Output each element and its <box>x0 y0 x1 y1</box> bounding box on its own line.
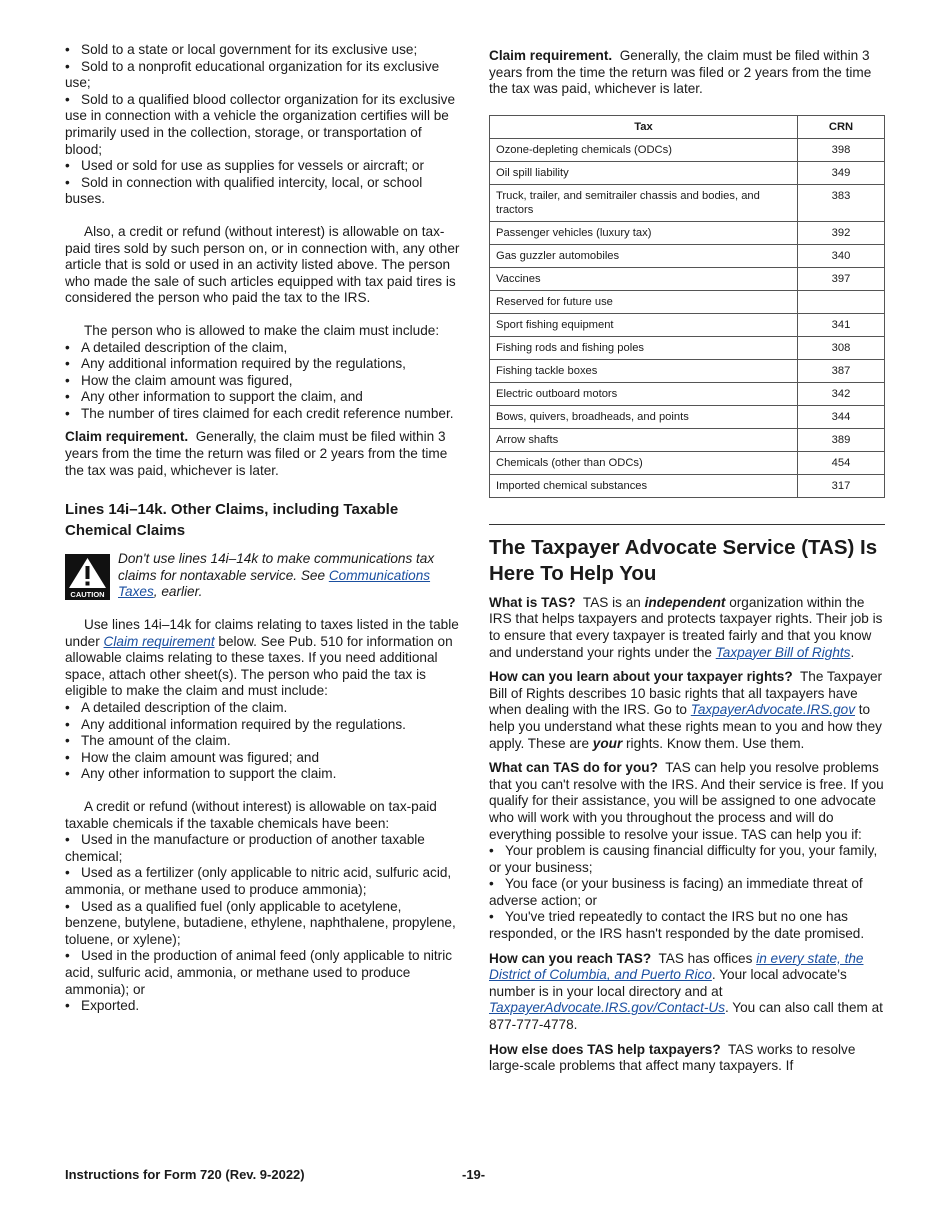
list-item: • A detailed description of the claim. <box>65 700 460 717</box>
column-header-tax: Tax <box>490 115 798 138</box>
list-item: • You've tried repeatedly to contact the IRS but no one has responded, or the IRS hasn't responded by the date promised. <box>489 909 885 942</box>
paragraph-text: . <box>850 644 855 660</box>
tax-cell: Chemicals (other than ODCs) <box>490 451 798 474</box>
caution-label: CAUTION <box>70 590 105 600</box>
left-column <box>65 42 460 1015</box>
paragraph-chemicals: A credit or refund (without interest) is allowable on tax-paid taxable chemicals if the taxable chemicals have been: <box>65 798 437 831</box>
crn-cell: 342 <box>798 382 885 405</box>
emphasis: independent <box>644 594 726 610</box>
footer-form-title: Instructions for Form 720 (Rev. 9-2022) <box>65 1167 305 1182</box>
crn-cell: 454 <box>798 451 885 474</box>
paragraph-text: Generally, the claim must be filed within 3 years from the time the return was filed or 2 years from the time the tax was paid, whichever is later. <box>65 429 448 478</box>
taxpayer-advocate-link[interactable]: TaxpayerAdvocate.IRS.gov <box>690 702 855 718</box>
offices-link[interactable]: in every state, the District of Columbia, and Puerto Rico <box>489 950 864 983</box>
tax-cell: Oil spill liability <box>490 161 798 184</box>
tax-cell: Fishing rods and fishing poles <box>490 336 798 359</box>
tas-heading: The Taxpayer Advocate Service (TAS) Is Here To Help You <box>489 535 878 585</box>
paragraph-text: TAS has offices <box>658 950 757 966</box>
table-row <box>490 359 885 382</box>
paragraph-text: TAS works to resolve large-scale problems that affect many taxpayers. If <box>489 1041 856 1074</box>
paragraph-reach-tas <box>489 951 885 1034</box>
divider <box>489 524 885 525</box>
bullet-list-exempt-uses <box>65 42 460 208</box>
crn-table <box>489 115 885 498</box>
list-item: • Used or sold for use as supplies for vessels or aircraft; or <box>65 158 460 175</box>
table-row <box>490 451 885 474</box>
crn-cell: 349 <box>798 161 885 184</box>
table-row <box>490 382 885 405</box>
paragraph-else-tas <box>489 1042 885 1075</box>
crn-cell: 398 <box>798 138 885 161</box>
column-header-crn: CRN <box>798 115 885 138</box>
contact-us-link[interactable]: TaxpayerAdvocate.IRS.gov/Contact-Us <box>489 1000 725 1016</box>
crn-cell: 389 <box>798 428 885 451</box>
crn-cell: 344 <box>798 405 885 428</box>
crn-cell: 387 <box>798 359 885 382</box>
taxpayer-bill-of-rights-link[interactable]: Taxpayer Bill of Rights <box>715 644 851 660</box>
paragraph-text: below. See Pub. 510 for information on allowable claims relating to these taxes. If you need additional space, attach other sheet(s). The person who paid the tax is eligible to make the claim and must include: <box>65 633 453 699</box>
paragraph-text: Use lines 14i–14k for claims relating to taxes listed in the table under <box>65 617 459 649</box>
paragraph-claim-requirement <box>65 429 460 479</box>
list-item: • Exported. <box>65 998 460 1015</box>
list-item: • Used in the manufacture or production of another taxable chemical; <box>65 832 460 865</box>
tax-cell: Truck, trailer, and semitrailer chassis and bodies, and tractors <box>490 184 798 221</box>
list-item: • Any additional information required by the regulations. <box>65 717 460 734</box>
paragraph-text: . You can also call them at 877-777-4778. <box>489 1000 883 1033</box>
list-item: • Sold in connection with qualified intercity, local, or school buses. <box>65 175 460 208</box>
table-row <box>490 313 885 336</box>
paragraph-tires: Also, a credit or refund (without interest) is allowable on tax-paid tires sold by such person on, or in connection with, any other article that is sold or used in an activity listed above. The person who made the sale of such articles equipped with tax paid tires is considered the person who paid the tax to the IRS. <box>65 223 460 306</box>
caution-icon <box>65 554 110 600</box>
paragraph-text: TAS is an <box>582 594 645 610</box>
lead-in: What can TAS do for you? <box>489 760 658 776</box>
table-row <box>490 184 885 221</box>
table-body <box>490 138 885 497</box>
emphasis: your <box>592 735 623 751</box>
section-heading: Lines 14i–14k. Other Claims, including Taxable Chemical Claims <box>65 501 399 540</box>
table-row <box>490 161 885 184</box>
caution-box <box>65 551 460 601</box>
lead-in: Claim requirement. <box>489 48 613 63</box>
list-item: • How the claim amount was figured, <box>65 373 460 390</box>
paragraph-learn-rights <box>489 669 885 752</box>
paragraph-claim-requirement <box>489 48 885 98</box>
list-item: • Sold to a state or local government for its exclusive use; <box>65 42 460 59</box>
list-item: • A detailed description of the claim, <box>65 340 460 357</box>
crn-cell: 317 <box>798 474 885 497</box>
tax-cell: Passenger vehicles (luxury tax) <box>490 221 798 244</box>
list-item: • Your problem is causing financial difficulty for you, your family, or your business; <box>489 843 885 876</box>
paragraph-text: Generally, the claim must be filed within 3 years from the time the return was filed or 2 years from the time the tax was paid, whichever is later. <box>489 48 872 97</box>
table-row <box>490 138 885 161</box>
tax-cell: Bows, quivers, broadheads, and points <box>490 405 798 428</box>
lead-in: How else does TAS help taxpayers? <box>489 1041 721 1057</box>
crn-cell: 308 <box>798 336 885 359</box>
tax-cell: Ozone-depleting chemicals (ODCs) <box>490 138 798 161</box>
lead-in: What is TAS? <box>489 594 576 610</box>
tax-cell: Sport fishing equipment <box>490 313 798 336</box>
paragraph-text: . Your local advocate's number is in your local directory and at <box>489 967 847 999</box>
table-row <box>490 267 885 290</box>
paragraph-claim-must: The person who is allowed to make the claim must include: <box>84 322 440 338</box>
list-item: • Any additional information required by the regulations, <box>65 356 460 373</box>
lead-in: How can you reach TAS? <box>489 950 652 966</box>
bullet-list-chemical-uses <box>65 832 460 1015</box>
paragraph-text: The Taxpayer Bill of Rights describes 10 basic rights that all taxpayers have when dealing with the IRS. Go to <box>489 669 883 718</box>
tax-cell: Electric outboard motors <box>490 382 798 405</box>
paragraph-text: to help you understand what these rights mean to you and how they apply. These are <box>489 702 882 751</box>
list-item: • Used as a fertilizer (only applicable to nitric acid, sulfuric acid, ammonia, or methane used to produce ammonia); <box>65 865 460 898</box>
crn-cell: 383 <box>798 184 885 221</box>
lead-in: How can you learn about your taxpayer rights? <box>489 669 793 685</box>
paragraph-text: organization within the IRS that helps taxpayers and protects taxpayer rights. Their job is to ensure that every taxpayer is treated fairly and that you know and understand your rights under the <box>489 594 883 660</box>
tax-cell: Imported chemical substances <box>490 474 798 497</box>
table-row <box>490 405 885 428</box>
list-item: • The number of tires claimed for each credit reference number. <box>65 406 460 423</box>
table-row <box>490 474 885 497</box>
communications-taxes-link[interactable]: Communications Taxes <box>118 567 431 600</box>
list-item: • Used as a qualified fuel (only applicable to acetylene, benzene, butylene, butadiene, ethylene, naphthalene, propylene, toluene, or xylene); <box>65 899 460 949</box>
paragraph-what-tas-can-do <box>489 760 885 843</box>
table-row <box>490 290 885 313</box>
crn-cell: 397 <box>798 267 885 290</box>
crn-cell: 392 <box>798 221 885 244</box>
right-column <box>489 48 885 1075</box>
list-item: • Any other information to support the claim. <box>65 766 460 783</box>
table-row <box>490 336 885 359</box>
table-row <box>490 244 885 267</box>
list-item: • You face (or your business is facing) an immediate threat of adverse action; or <box>489 876 885 909</box>
paragraph-use-lines <box>65 617 460 700</box>
tax-cell: Vaccines <box>490 267 798 290</box>
table-header-row <box>490 115 885 138</box>
caution-text-part: Don't use lines 14i–14k to make communications tax claims for nontaxable service. See <box>118 551 435 583</box>
caution-text <box>118 551 460 601</box>
tax-cell: Reserved for future use <box>490 290 798 313</box>
paragraph-text: TAS can help you resolve problems that you can't resolve with the IRS. And their service is free. If you qualify for their assistance, you will be assigned to one advocate who will work with you throughout the process and will do everything possible to resolve your issue. TAS can help you if: <box>489 760 884 842</box>
crn-cell <box>798 290 885 313</box>
lead-in: Claim requirement. <box>65 429 189 445</box>
tax-cell: Gas guzzler automobiles <box>490 244 798 267</box>
paragraph-text: rights. Know them. Use them. <box>622 735 805 751</box>
list-item: • Sold to a nonprofit educational organization for its exclusive use; <box>65 59 460 92</box>
list-item: • Any other information to support the claim, and <box>65 389 460 406</box>
list-item: • Used in the production of animal feed (only applicable to nitric acid, sulfuric acid, ammonia, or methane used to produce ammonia); or <box>65 948 460 998</box>
list-item: • Sold to a qualified blood collector organization for its exclusive use in connection with a vehicle the organization certifies will be primarily used in the collection, storage, or transportation of blood; <box>65 92 460 158</box>
tax-cell: Fishing tackle boxes <box>490 359 798 382</box>
caution-text-part: , earlier. <box>153 584 203 600</box>
bullet-list-include <box>65 700 460 783</box>
claim-requirement-link[interactable]: Claim requirement <box>103 633 215 649</box>
bullet-list-tas-help <box>489 843 885 943</box>
list-item: • The amount of the claim. <box>65 733 460 750</box>
page-number: -19- <box>462 1167 486 1182</box>
list-item: • How the claim amount was figured; and <box>65 750 460 767</box>
tax-cell: Arrow shafts <box>490 428 798 451</box>
bullet-list-claim-contents <box>65 340 460 423</box>
paragraph-what-is-tas <box>489 595 885 661</box>
table-row <box>490 221 885 244</box>
crn-cell: 341 <box>798 313 885 336</box>
crn-cell: 340 <box>798 244 885 267</box>
table-row <box>490 428 885 451</box>
